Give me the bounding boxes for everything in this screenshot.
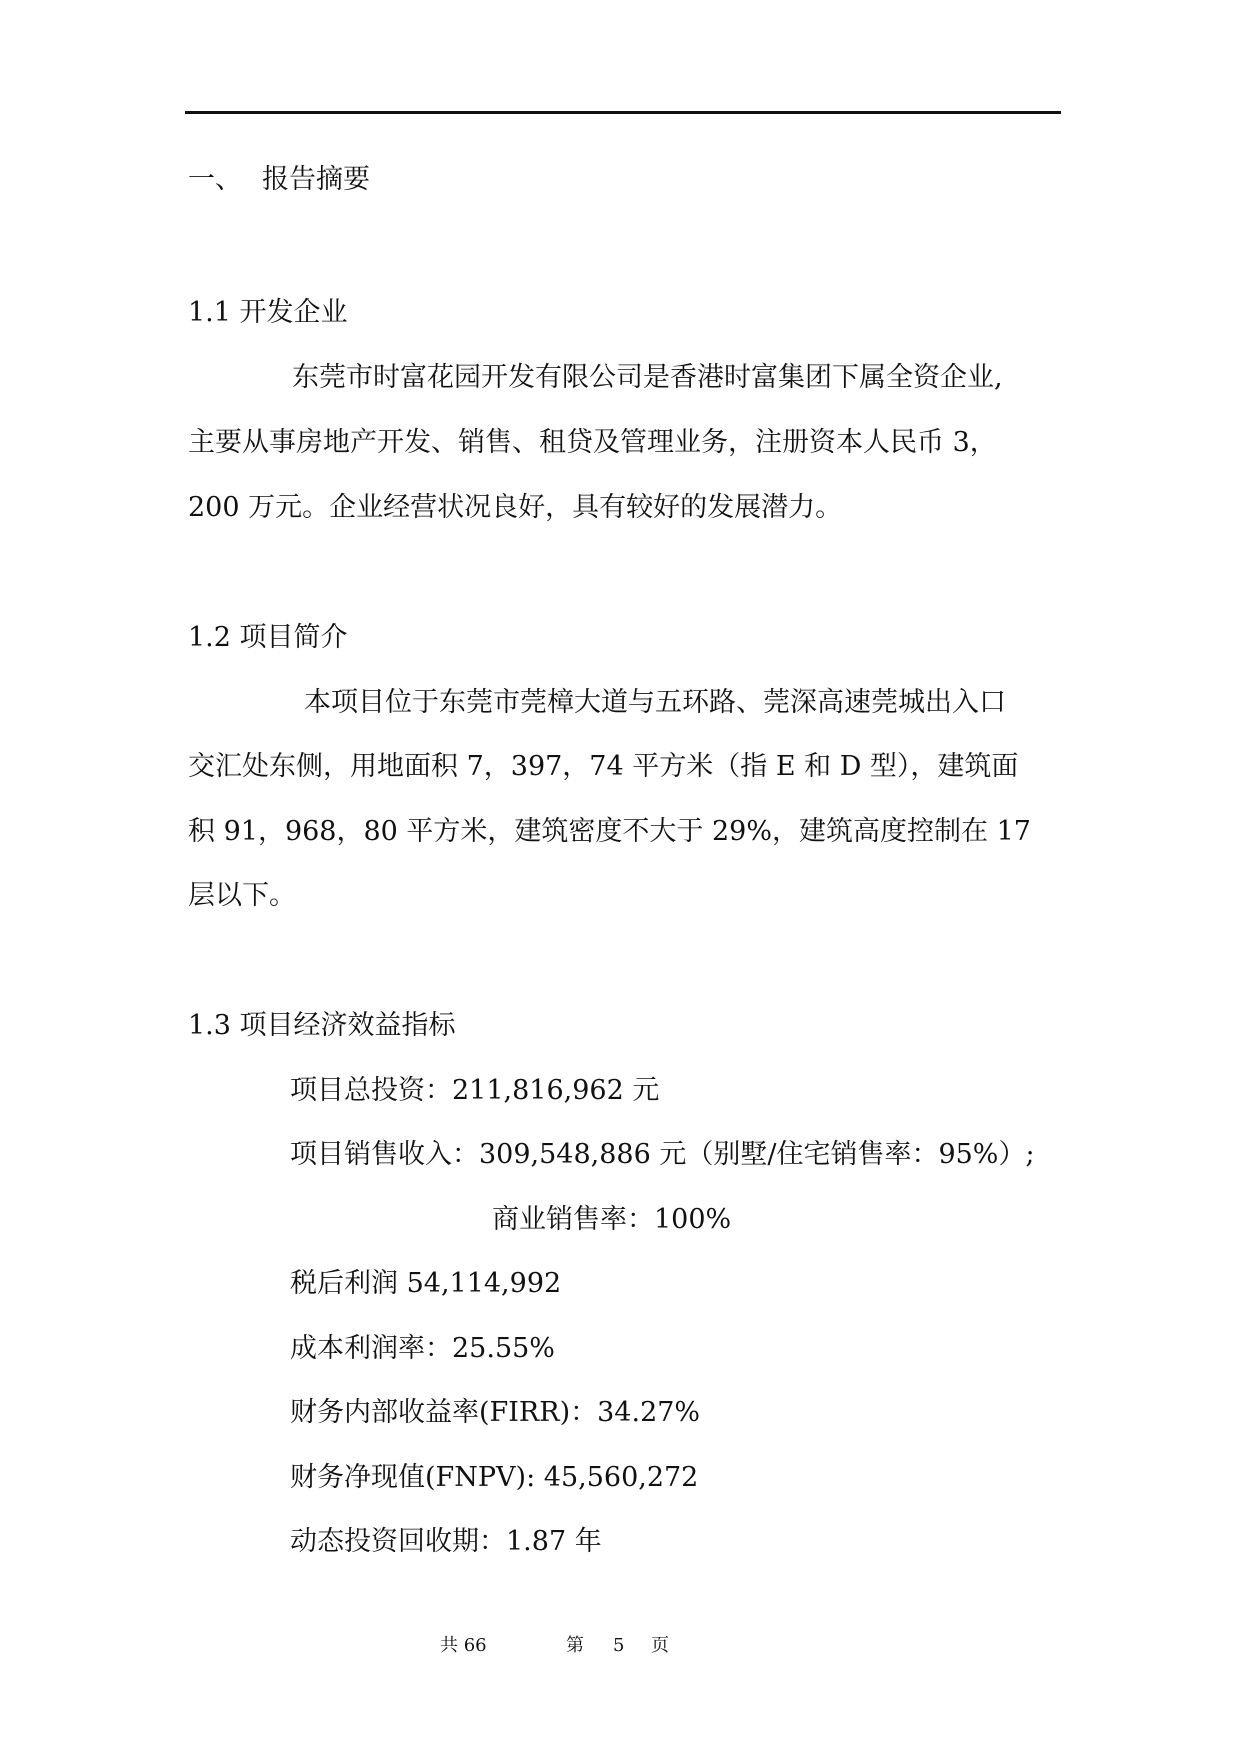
indicator-item: 商业销售率：100%: [492, 1204, 732, 1235]
paragraph-line: 东莞市时富花园开发有限公司是香港时富集团下属全资企业,: [292, 362, 1003, 393]
header-rule: [185, 111, 1061, 114]
paragraph-line: 本项目位于东莞市莞樟大道与五环路、莞深高速莞城出入口: [304, 687, 1006, 718]
footer-page-suffix: 页: [651, 1635, 669, 1656]
heading-1-2: 1.2 项目简介: [188, 622, 348, 653]
paragraph-line: 积 91，968，80 平方米，建筑密度不大于 29%，建筑高度控制在 17: [188, 816, 1031, 847]
indicator-item: 项目总投资：211,816,962 元: [290, 1075, 660, 1106]
paragraph-line: 层以下。: [188, 880, 296, 911]
indicator-item: 项目销售收入：309,548,886 元（别墅/住宅销售率：95%）;: [290, 1139, 1035, 1170]
heading-1-3: 1.3 项目经济效益指标: [188, 1010, 456, 1041]
footer-page-number: 5: [613, 1635, 625, 1656]
footer-total-pages: 共 66: [440, 1635, 487, 1656]
heading-1-1: 1.1 开发企业: [188, 297, 348, 328]
indicator-item: 财务内部收益率(FIRR)：34.27%: [290, 1397, 701, 1428]
section-number: 一、: [188, 164, 242, 195]
indicator-item: 税后利润 54,114,992: [290, 1268, 562, 1299]
indicator-item: 成本利润率：25.55%: [290, 1333, 555, 1364]
paragraph-line: 主要从事房地产开发、销售、租贷及管理业务，注册资本人民币 3，: [188, 427, 997, 458]
section-title: 报告摘要: [262, 164, 370, 195]
indicator-item: 财务净现值(FNPV): 45,560,272: [290, 1462, 699, 1493]
footer-page-prefix: 第: [566, 1635, 584, 1656]
indicator-item: 动态投资回收期：1.87 年: [290, 1526, 602, 1557]
paragraph-line: 交汇处东侧，用地面积 7，397，74 平方米（指 E 和 D 型），建筑面: [188, 751, 1019, 782]
paragraph-line: 200 万元。企业经营状况良好，具有较好的发展潜力。: [188, 492, 843, 523]
